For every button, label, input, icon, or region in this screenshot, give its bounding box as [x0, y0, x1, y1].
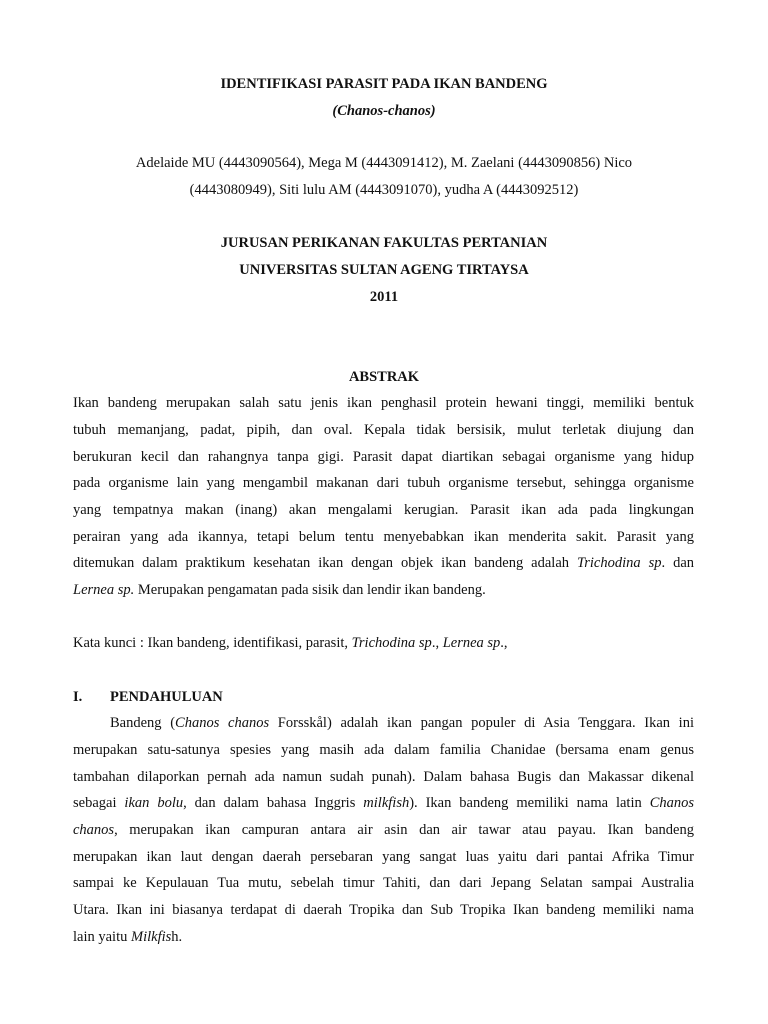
- body-line: sampai ke Kepulauan Tua mutu, sebelah timur Tahiti, dan dari Jepang Selatan sampai Australia: [73, 875, 694, 891]
- body-line: lain yaitu Milkfish.: [73, 929, 183, 945]
- authors-line-1: Adelaide MU (4443090564), Mega M (4443091412), M. Zaelani (4443090856) Nico: [135, 155, 633, 171]
- year: 2011: [369, 289, 399, 305]
- species-name: Trichodina sp: [576, 555, 662, 571]
- species-name: Lernea sp.: [73, 582, 135, 598]
- keywords: Kata kunci : Ikan bandeng, identifikasi, parasit, Trichodina sp., Lernea sp.,: [73, 635, 508, 651]
- paper-title: IDENTIFIKASI PARASIT PADA IKAN BANDENG: [220, 76, 548, 92]
- abstract-line: tubuh memanjang, padat, pipih, dan oval. Kepala tidak bersisik, mulut terletak diujung dan: [73, 422, 694, 438]
- body-line: merupakan ikan laut dengan daerah persebaran yang sangat luas yaitu dari pantai Afrika Timur: [73, 849, 694, 865]
- section-heading: PENDAHULUAN: [110, 689, 223, 705]
- abstract-line: berukuran kecil dan rahangnya tanpa gigi. Parasit dapat diartikan sebagai organisme yang hidup: [73, 449, 694, 465]
- abstract-line: pada organisme lain yang mengambil makanan dari tubuh organisme tersebut, sehingga organisme: [73, 475, 694, 491]
- paper-subtitle: (Chanos-chanos): [332, 103, 436, 119]
- university: UNIVERSITAS SULTAN AGENG TIRTAYSA: [239, 262, 529, 278]
- abstract-line: perairan yang ada ikannya, tetapi belum tentu menyebabkan ikan menderita sakit. Parasit yang: [73, 529, 694, 545]
- abstract-line: yang tempatnya makan (inang) akan mengalami kerugian. Parasit ikan ada pada lingkungan: [73, 502, 694, 518]
- keyword-species: Trichodina sp: [351, 635, 432, 651]
- body-line: sebagai ikan bolu, dan dalam bahasa Inggris milkfish). Ikan bandeng memiliki nama latin Chanos: [73, 795, 695, 811]
- section-number: I.: [73, 689, 83, 705]
- abstract-line: Ikan bandeng merupakan salah satu jenis ikan penghasil protein hewani tinggi, memiliki bentuk: [73, 395, 694, 411]
- body-line: Bandeng (Chanos chanos Forsskål) adalah ikan pangan populer di Asia Tenggara. Ikan ini: [110, 715, 694, 731]
- body-line: chanos, merupakan ikan campuran antara air asin dan air tawar atau payau. Ikan bandeng: [73, 822, 694, 838]
- abstract-heading: ABSTRAK: [348, 369, 420, 385]
- department: JURUSAN PERIKANAN FAKULTAS PERTANIAN: [220, 235, 548, 251]
- keyword-species: Lernea sp: [442, 635, 501, 651]
- body-line: tambahan dilaporkan pernah ada namun sudah punah). Dalam bahasa Bugis dan Makassar dikenal: [73, 769, 694, 785]
- body-line: merupakan satu-satunya spesies yang masih ada dalam familia Chanidae (bersama enam genus: [73, 742, 694, 758]
- body-line: Utara. Ikan ini biasanya terdapat di daerah Tropika dan Sub Tropika Ikan bandeng memiliki nama: [73, 902, 694, 918]
- authors-line-2: (4443080949), Siti lulu AM (4443091070), yudha A (4443092512): [189, 182, 579, 198]
- abstract-line: ditemukan dalam praktikum kesehatan ikan dengan objek ikan bandeng adalah Trichodina sp. dan: [73, 555, 695, 571]
- abstract-line: Lernea sp. Merupakan pengamatan pada sisik dan lendir ikan bandeng.: [73, 582, 486, 598]
